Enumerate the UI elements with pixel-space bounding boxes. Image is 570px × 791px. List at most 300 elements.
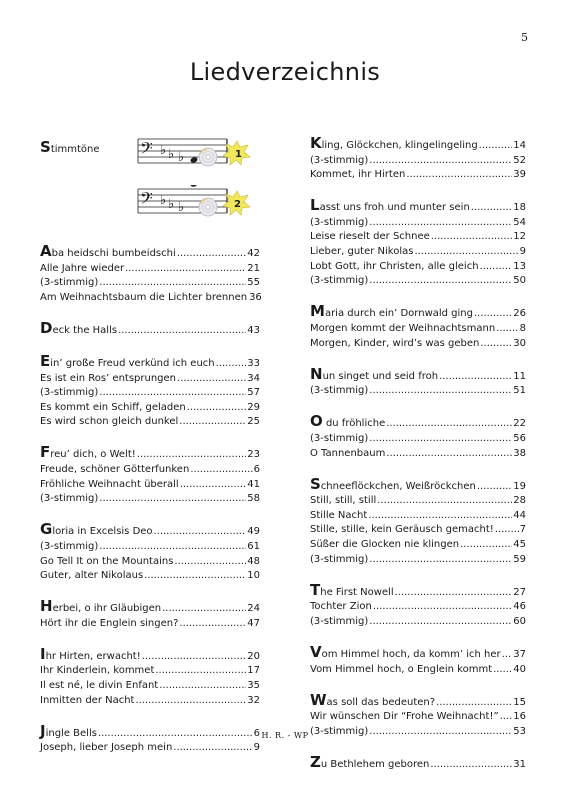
song-group	[310, 134, 526, 183]
svg-text:♭: ♭	[168, 147, 175, 162]
song-title	[40, 415, 178, 430]
song-title	[310, 710, 499, 725]
song-title-text: (3-stimmig)	[310, 385, 369, 397]
song-title	[40, 597, 162, 617]
song-title	[310, 134, 478, 154]
song-entry	[40, 443, 260, 463]
song-title	[40, 492, 98, 507]
song-title	[40, 569, 143, 584]
song-page-number: 9	[519, 246, 526, 258]
badge-number-1: 1	[235, 149, 242, 160]
song-title-text: Stille, stille, kein Geräusch gemacht!	[310, 524, 494, 536]
song-title-text: Wir wünschen Dir “Frohe Weihnacht!”	[310, 711, 499, 723]
song-title-text: Ihr Kinderlein, kommet	[40, 665, 155, 677]
song-page-number: 28	[513, 495, 526, 507]
song-title-text: Süßer die Glocken nie klingen	[310, 538, 460, 550]
dot-leader	[368, 509, 512, 524]
song-entry	[310, 384, 526, 399]
song-title	[40, 386, 98, 401]
song-entry	[310, 134, 526, 154]
song-title	[40, 262, 124, 277]
song-initial: L	[310, 196, 320, 215]
song-entry	[310, 538, 526, 553]
song-title-text: (3-stimmig)	[40, 277, 99, 289]
svg-text:♭: ♭	[168, 197, 175, 212]
song-entry	[310, 615, 526, 630]
dot-leader	[135, 694, 246, 709]
song-title-text: ingle Bells	[45, 727, 97, 739]
song-title-text: Il est né, le divin Enfant	[40, 680, 159, 692]
cd-icon	[198, 197, 218, 217]
song-initial: V	[310, 642, 322, 661]
song-title	[40, 242, 176, 262]
dot-leader	[479, 139, 513, 154]
song-title-text: (3-stimmig)	[40, 493, 99, 505]
song-entry	[310, 553, 526, 568]
dot-leader	[177, 247, 247, 262]
song-title	[310, 245, 413, 260]
song-entry	[40, 540, 260, 555]
song-title-text: Es wird schon gleich dunkel	[40, 416, 179, 428]
song-page-number: 60	[513, 615, 526, 627]
song-page-number: 24	[247, 603, 260, 615]
song-entry	[310, 663, 526, 678]
song-page-number: 58	[247, 493, 260, 505]
svg-text:♭: ♭	[178, 200, 185, 215]
dot-leader	[439, 370, 512, 385]
song-group	[310, 412, 526, 461]
song-page-number: 23	[247, 449, 260, 461]
song-group	[40, 597, 260, 631]
star-badge-icon	[223, 190, 251, 216]
dot-leader	[369, 216, 512, 231]
song-entry	[40, 679, 260, 694]
song-page-number: 6	[253, 464, 260, 476]
song-entry	[310, 523, 526, 538]
song-title-text: (3-stimmig)	[310, 275, 369, 287]
svg-text:♭: ♭	[178, 150, 185, 165]
dot-leader	[493, 663, 512, 678]
song-title	[40, 520, 153, 540]
song-entry	[40, 401, 260, 416]
song-page-number: 32	[247, 694, 260, 706]
song-title-text: Freude, schöner Götterfunken	[40, 464, 190, 476]
song-entry	[310, 364, 526, 385]
song-initial: T	[310, 580, 321, 599]
song-title-text: Kommet, ihr Hirten	[310, 169, 406, 181]
song-title	[310, 168, 405, 183]
song-title	[40, 478, 179, 493]
song-page-number: 34	[247, 372, 260, 384]
song-page-number: 29	[247, 401, 260, 413]
song-entry	[310, 600, 526, 615]
song-entry	[40, 318, 260, 339]
song-title-text: (3-stimmig)	[310, 154, 369, 166]
song-initial: W	[310, 690, 327, 709]
song-title	[310, 752, 430, 773]
song-title	[40, 372, 176, 387]
song-title	[310, 364, 439, 385]
song-entry	[40, 386, 260, 401]
song-page-number: 49	[247, 526, 260, 538]
song-group	[40, 520, 260, 583]
dot-leader	[177, 372, 246, 387]
song-title	[310, 154, 368, 169]
song-title-text: loria in Excelsis Deo	[52, 526, 153, 538]
song-page-number: 46	[513, 601, 526, 613]
song-page-number: 40	[513, 663, 526, 675]
song-title	[40, 540, 98, 555]
song-title	[40, 463, 189, 478]
song-title	[40, 555, 173, 570]
song-page-number: 38	[513, 447, 526, 459]
song-entry	[40, 291, 260, 306]
song-title-text: om Himmel hoch, da komm’ ich her	[321, 648, 501, 660]
song-title-text: Morgen kommt der Weihnachtsmann	[310, 322, 496, 334]
song-initial: D	[40, 318, 53, 337]
song-page-number: 42	[247, 248, 260, 259]
song-entry	[40, 644, 260, 665]
dot-leader	[495, 523, 519, 538]
song-initial: E	[40, 351, 51, 370]
song-entry	[310, 216, 526, 231]
dot-leader	[99, 492, 246, 507]
song-title-text: (3-stimmig)	[310, 615, 369, 627]
dot-leader	[369, 615, 512, 630]
song-entry	[40, 520, 260, 540]
dot-leader	[179, 617, 246, 632]
song-page-number: 7	[519, 524, 526, 536]
footer-credit: H. R. - WP	[261, 731, 309, 740]
page-title: Liedverzeichnis	[189, 58, 381, 86]
song-title-text: Alle Jahre wieder	[40, 262, 125, 274]
dot-leader	[369, 432, 512, 447]
song-entry	[40, 351, 260, 372]
song-page-number: 18	[513, 202, 526, 214]
song-group	[310, 642, 526, 677]
dot-leader	[480, 260, 513, 275]
song-entry	[310, 196, 526, 216]
song-title-text: asst uns froh und munter sein	[319, 202, 470, 214]
song-title	[310, 580, 394, 601]
song-title-text: (3-stimmig)	[310, 725, 369, 737]
song-entry	[310, 642, 526, 663]
song-title-text: as soll das bedeuten?	[326, 696, 436, 708]
song-group	[40, 644, 260, 708]
cd-icon	[198, 147, 218, 167]
song-page-number: 11	[513, 370, 526, 382]
song-entry	[310, 752, 526, 773]
page-number: 5	[521, 31, 528, 44]
song-entry	[310, 154, 526, 169]
song-title	[310, 432, 368, 447]
song-page-number: 26	[513, 308, 526, 320]
song-title	[310, 230, 430, 245]
song-page-number: 13	[513, 260, 526, 272]
song-initial: G	[40, 520, 53, 539]
song-index-left-column	[40, 242, 262, 774]
song-entry	[310, 245, 526, 260]
song-page-number: 22	[513, 418, 526, 430]
song-page-number: 19	[513, 480, 526, 492]
dot-leader	[502, 648, 513, 663]
dot-leader	[144, 569, 246, 584]
dot-leader	[162, 602, 246, 617]
song-page-number: 47	[247, 617, 260, 629]
song-entry	[40, 262, 260, 277]
song-page-number: 52	[513, 154, 526, 166]
song-initial: A	[40, 242, 52, 260]
song-entry	[40, 478, 260, 493]
song-page-number: 39	[513, 169, 526, 181]
song-page-number: 53	[513, 725, 526, 737]
song-page-number: 16	[513, 711, 526, 723]
song-entry	[40, 492, 260, 507]
song-title-text: Tochter Zion	[310, 601, 372, 613]
song-page-number: 36	[249, 291, 262, 303]
song-entry	[310, 474, 526, 495]
song-title-text: Morgen, Kinder, wird’s was geben	[310, 337, 480, 349]
song-group	[40, 318, 260, 339]
dot-leader	[190, 463, 252, 478]
dot-leader	[125, 262, 246, 277]
song-entry	[310, 412, 526, 432]
song-title-text: du fröhliche	[322, 418, 386, 430]
dot-leader	[187, 401, 247, 416]
song-title	[310, 196, 470, 216]
song-entry	[310, 432, 526, 447]
star-badge-icon	[223, 140, 251, 166]
dot-leader	[477, 480, 512, 495]
dot-leader	[369, 274, 512, 289]
song-group	[310, 580, 526, 630]
song-page-number: 45	[513, 538, 526, 550]
svg-text:𝄢: 𝄢	[140, 138, 153, 162]
song-page-number: 30	[513, 337, 526, 349]
song-title-text: erbei, o ihr Gläubigen	[52, 603, 162, 615]
song-page-number: 17	[247, 665, 260, 677]
dot-leader	[406, 168, 512, 183]
song-group	[310, 196, 526, 289]
song-group	[310, 302, 526, 351]
song-initial: Z	[310, 752, 321, 771]
dot-leader	[99, 276, 246, 291]
song-initial: S	[310, 474, 321, 493]
song-page-number: 14	[513, 140, 526, 151]
song-title	[40, 664, 154, 679]
song-page-number: 43	[247, 324, 260, 336]
song-title-text: Hört ihr die Englein singen?	[40, 617, 179, 629]
stimmtoene-label-rest: timmtöne	[50, 144, 100, 155]
song-title-text: reu’ dich, o Welt!	[50, 449, 136, 461]
song-entry	[310, 580, 526, 601]
dot-leader	[369, 154, 512, 169]
song-title-text: u Bethlehem geboren	[320, 758, 430, 770]
song-entry	[40, 372, 260, 387]
song-entry	[40, 741, 260, 756]
song-page-number: 25	[247, 416, 260, 428]
dot-leader	[496, 322, 518, 337]
song-index-right-column	[310, 134, 526, 791]
song-page-number: 21	[247, 262, 260, 274]
song-initial: N	[310, 364, 323, 383]
song-title-text: ling, Glöckchen, klingelingeling	[321, 140, 478, 151]
dot-leader	[118, 324, 246, 339]
song-title	[40, 401, 186, 416]
badge-number-2: 2	[234, 199, 241, 210]
song-title-text: un singet und seid froh	[322, 370, 439, 382]
song-title	[310, 690, 436, 711]
song-initial: O	[310, 412, 323, 431]
song-group	[310, 474, 526, 568]
song-page-number: 20	[247, 650, 260, 662]
song-title-text: aria durch ein’ Dornwald ging	[324, 308, 473, 320]
song-page-number: 59	[513, 553, 526, 565]
song-title	[310, 447, 385, 462]
dot-leader	[377, 494, 512, 509]
song-initial: M	[310, 302, 325, 321]
dot-leader	[500, 710, 513, 725]
song-entry	[310, 168, 526, 183]
song-title-text: Inmitten der Nacht	[40, 694, 135, 706]
dot-leader	[173, 741, 252, 756]
song-title	[310, 302, 473, 322]
song-title-text: (3-stimmig)	[40, 540, 99, 552]
dot-leader	[99, 386, 246, 401]
song-title-text: Vom Himmel hoch, o Englein kommt	[310, 663, 493, 675]
dot-leader	[414, 245, 518, 260]
dot-leader	[174, 555, 246, 570]
song-title	[310, 474, 476, 495]
song-page-number: 35	[247, 680, 260, 692]
song-title	[40, 644, 141, 665]
song-entry	[310, 509, 526, 524]
song-group	[310, 364, 526, 399]
song-title	[40, 318, 118, 339]
song-entry	[40, 664, 260, 679]
song-title	[40, 694, 134, 709]
song-title-text: Lieber, guter Nikolas	[310, 246, 414, 258]
song-page-number: 31	[513, 758, 526, 770]
dot-leader	[373, 600, 512, 615]
song-group	[40, 351, 260, 430]
song-page-number: 51	[513, 385, 526, 397]
song-title	[310, 523, 494, 538]
song-title-text: ba heidschi bumbeidschi	[51, 248, 176, 259]
song-page-number: 61	[247, 540, 260, 552]
svg-text:♭: ♭	[160, 193, 167, 208]
song-group	[310, 752, 526, 773]
song-entry	[40, 242, 260, 262]
song-title	[310, 642, 501, 663]
song-title	[40, 617, 178, 632]
song-title	[310, 553, 368, 568]
song-page-number: 15	[513, 696, 526, 708]
dot-leader	[436, 696, 512, 711]
song-entry	[40, 569, 260, 584]
song-title	[40, 443, 136, 463]
song-title	[310, 274, 368, 289]
song-page-number: 50	[513, 275, 526, 287]
song-entry	[310, 710, 526, 725]
song-title	[310, 494, 376, 509]
song-page-number: 56	[513, 432, 526, 444]
song-title-text: (3-stimmig)	[40, 387, 99, 399]
song-title	[310, 337, 479, 352]
song-title-text: (3-stimmig)	[310, 553, 369, 565]
song-title	[310, 509, 367, 524]
dot-leader	[431, 230, 513, 245]
song-entry	[310, 447, 526, 462]
song-title-text: Lobt Gott, ihr Christen, alle gleich	[310, 260, 479, 272]
dot-leader	[154, 525, 247, 540]
song-entry	[310, 302, 526, 322]
song-title	[310, 412, 386, 432]
song-title-text: Stille Nacht	[310, 509, 368, 521]
song-title-text: (3-stimmig)	[310, 216, 369, 228]
song-page-number: 6	[253, 727, 260, 739]
song-page-number: 8	[519, 322, 526, 334]
song-entry	[310, 337, 526, 352]
song-title-text: O Tannenbaum	[310, 447, 386, 459]
song-initial: F	[40, 443, 51, 462]
song-entry	[40, 463, 260, 478]
song-title-text: Am Weihnachtsbaum die Lichter brennen	[40, 291, 248, 303]
song-entry	[40, 694, 260, 709]
song-page-number: 55	[247, 277, 260, 289]
song-initial: H	[40, 597, 53, 616]
dot-leader	[179, 415, 246, 430]
song-entry	[310, 274, 526, 289]
dot-leader	[369, 384, 512, 399]
song-title	[310, 216, 368, 231]
svg-text:♭: ♭	[160, 143, 167, 158]
song-title-text: eck the Halls	[52, 324, 118, 336]
song-entry	[310, 260, 526, 275]
song-title	[40, 741, 172, 756]
svg-text:𝄢: 𝄢	[140, 188, 153, 212]
song-page-number: 27	[513, 586, 526, 598]
song-title	[310, 322, 495, 337]
dot-leader	[386, 417, 512, 432]
song-entry	[40, 276, 260, 291]
song-entry	[40, 555, 260, 570]
song-page-number: 44	[513, 509, 526, 521]
stimmtoene-initial: S	[40, 138, 51, 156]
song-title	[40, 351, 215, 372]
song-group	[40, 443, 260, 506]
song-title	[40, 276, 98, 291]
song-title-text: hr Hirten, erwacht!	[45, 650, 141, 662]
song-entry	[310, 230, 526, 245]
song-page-number: 54	[513, 216, 526, 228]
song-title	[310, 600, 372, 615]
song-page-number: 33	[247, 357, 260, 369]
dot-leader	[471, 201, 512, 216]
song-page-number: 41	[247, 478, 260, 490]
song-initial: I	[40, 644, 46, 663]
dot-leader	[159, 679, 246, 694]
dot-leader	[430, 758, 512, 773]
song-title-text: Joseph, lieber Joseph mein	[40, 742, 173, 754]
dot-leader	[474, 307, 512, 322]
song-title-text: Guter, alter Nikolaus	[40, 570, 144, 582]
song-title	[40, 291, 247, 306]
song-page-number: 10	[247, 570, 260, 582]
song-page-number: 48	[247, 555, 260, 567]
dot-leader	[142, 650, 247, 665]
song-entry	[40, 617, 260, 632]
